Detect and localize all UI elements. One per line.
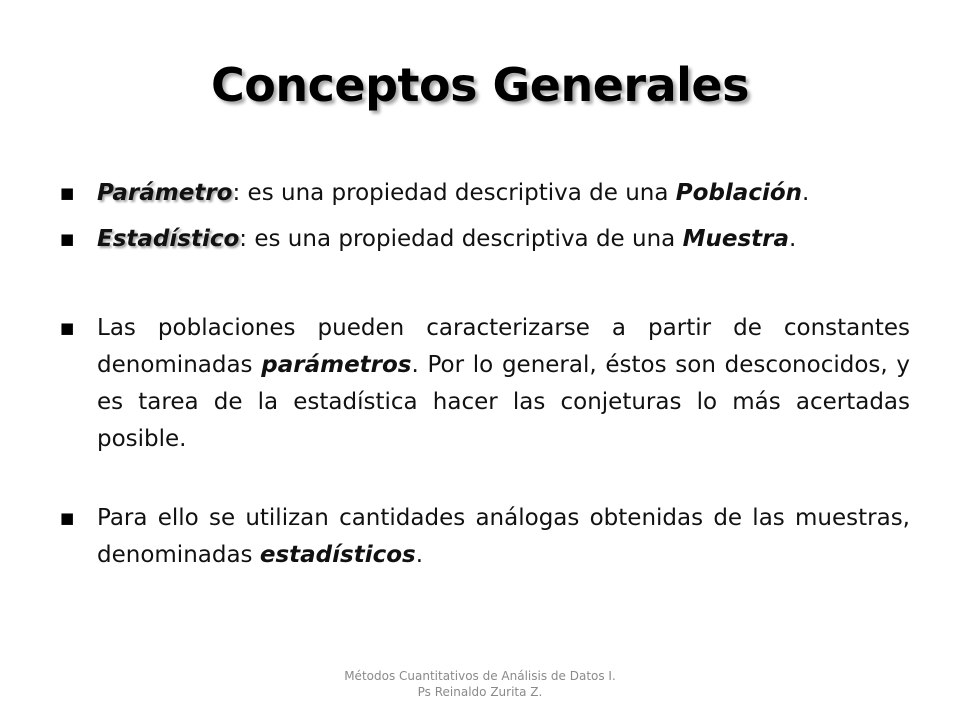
- emphasis-poblacion: Población: [675, 180, 803, 206]
- bullet-parametro: [60, 175, 910, 212]
- slide-title: Conceptos Generales: [211, 58, 749, 112]
- square-bullet-icon: ■: [60, 184, 75, 202]
- footer-author: Ps Reinaldo Zurita Z.: [417, 685, 543, 699]
- slide-footer: [0, 668, 960, 700]
- paragraph-text: Para ello se utilizan cantidades análogas obtenidas de las muestras, denominadas: [97, 505, 910, 568]
- definition-text: : es una propiedad descriptiva de una: [232, 180, 676, 206]
- square-bullet-icon: ■: [60, 319, 75, 337]
- bullet-estadistico: [60, 221, 910, 258]
- emphasis-muestra: Muestra: [682, 226, 790, 252]
- bullet-poblaciones: [60, 310, 910, 458]
- bullet-estadisticos: [60, 500, 910, 574]
- emphasis-estadisticos: estadísticos: [259, 542, 416, 568]
- period: .: [415, 542, 424, 568]
- footer-course: Métodos Cuantitativos de Análisis de Datos I.: [344, 669, 616, 683]
- period: .: [789, 226, 797, 252]
- paragraph-text-end: . Por lo general, éstos son desconocidos, y es tarea de la estadística hacer las conjeturas lo más acertadas posible.: [97, 352, 910, 452]
- definition-text: : es una propiedad descriptiva de una: [239, 226, 683, 252]
- emphasis-parametros: parámetros: [261, 352, 412, 378]
- period: .: [802, 180, 810, 206]
- square-bullet-icon: ■: [60, 230, 75, 248]
- term-estadistico: Estadístico: [97, 226, 240, 252]
- term-parametro: Parámetro: [97, 180, 233, 206]
- square-bullet-icon: ■: [60, 509, 75, 527]
- paragraph-text: Las poblaciones pueden caracterizarse a partir de constantes denominadas: [97, 315, 910, 378]
